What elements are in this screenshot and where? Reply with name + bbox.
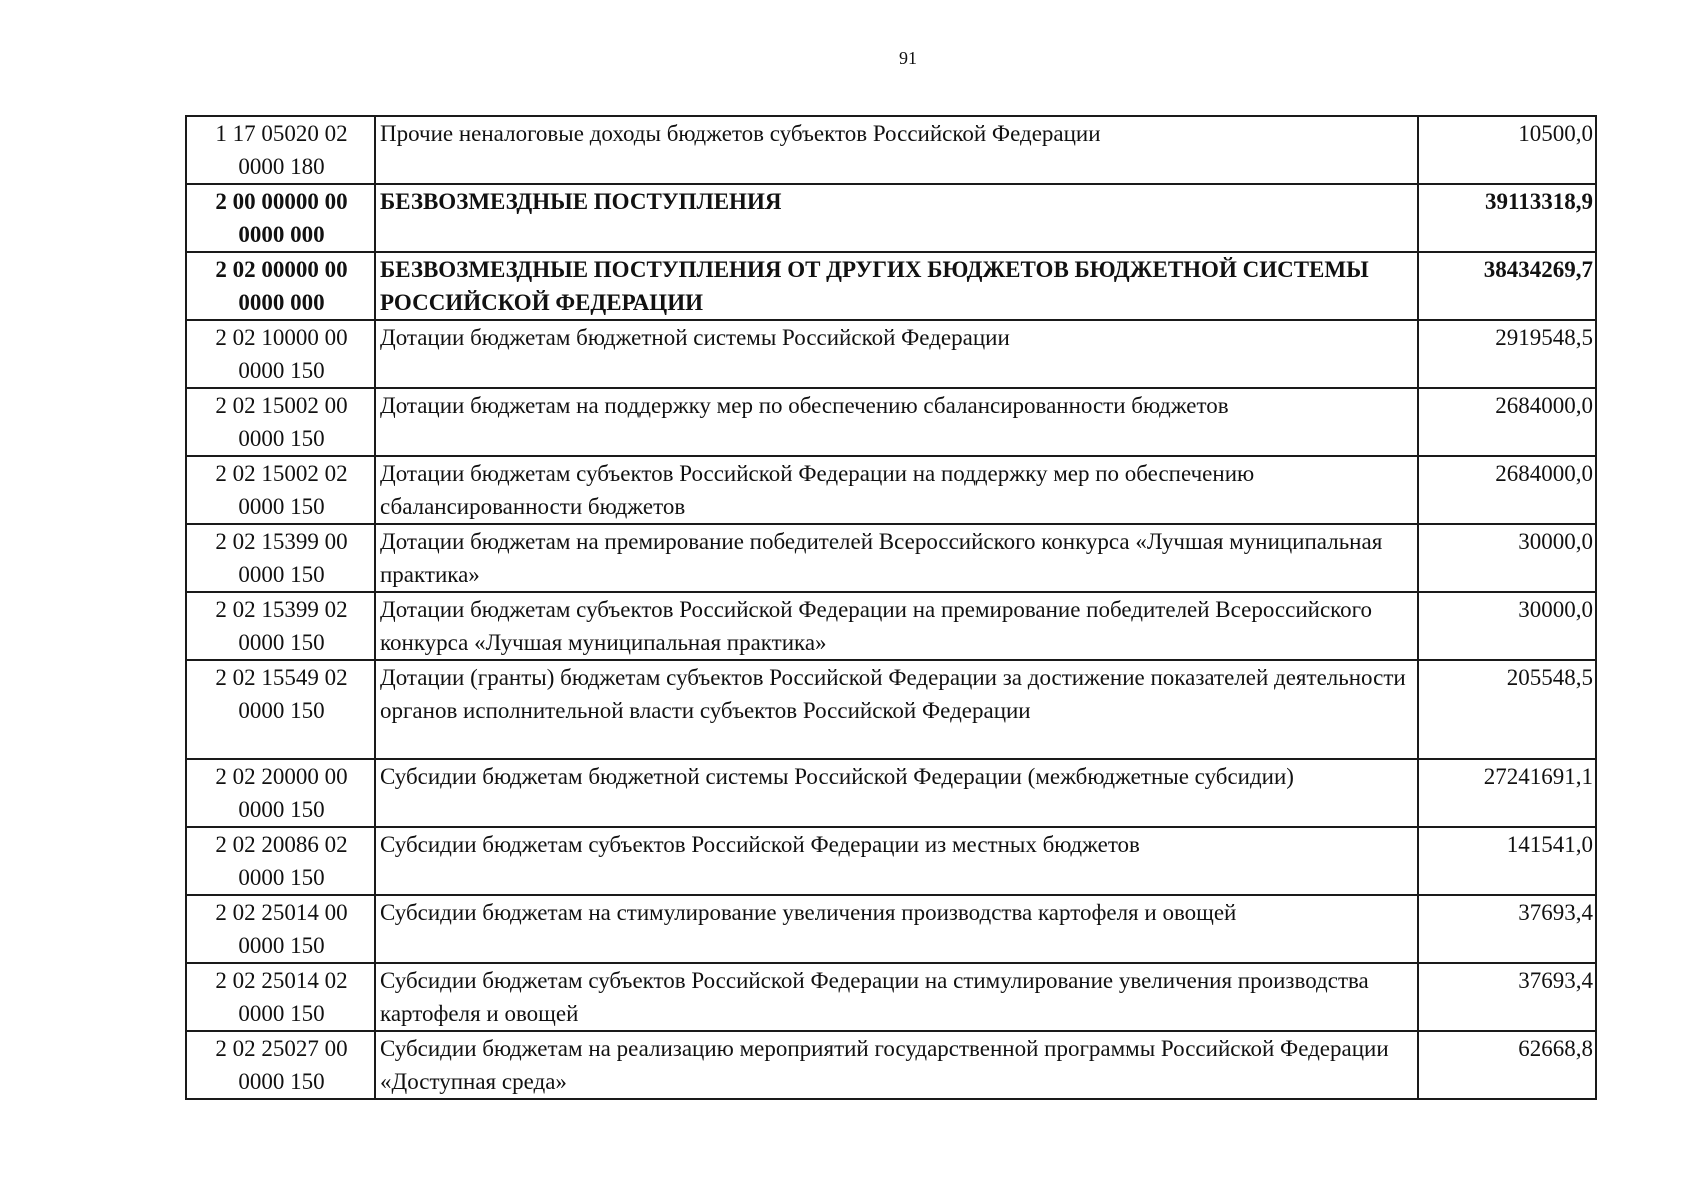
amount: 10500,0	[1418, 116, 1596, 184]
budget-code: 2 02 25027 00 0000 150	[186, 1031, 375, 1099]
revenue-description: Субсидии бюджетам субъектов Российской Федерации из местных бюджетов	[375, 827, 1418, 895]
budget-code: 2 00 00000 00 0000 000	[186, 184, 375, 252]
budget-code: 1 17 05020 02 0000 180	[186, 116, 375, 184]
revenue-description: Дотации (гранты) бюджетам субъектов Российской Федерации за достижение показателей деятельности органов исполнительной власти субъектов Российской Федерации	[375, 660, 1418, 759]
table-row-section-total	[186, 184, 1596, 252]
amount: 38434269,7	[1418, 252, 1596, 320]
table-row	[186, 456, 1596, 524]
budget-code: 2 02 15002 00 0000 150	[186, 388, 375, 456]
budget-code: 2 02 15399 00 0000 150	[186, 524, 375, 592]
revenue-description: Субсидии бюджетам на стимулирование увеличения производства картофеля и овощей	[375, 895, 1418, 963]
table-row	[186, 895, 1596, 963]
budget-revenue-table	[185, 115, 1597, 1100]
revenue-description: Дотации бюджетам на поддержку мер по обеспечению сбалансированности бюджетов	[375, 388, 1418, 456]
budget-code: 2 02 15399 02 0000 150	[186, 592, 375, 660]
table-row	[186, 388, 1596, 456]
revenue-description: БЕЗВОЗМЕЗДНЫЕ ПОСТУПЛЕНИЯ	[375, 184, 1418, 252]
budget-code: 2 02 00000 00 0000 000	[186, 252, 375, 320]
revenue-description: Прочие неналоговые доходы бюджетов субъектов Российской Федерации	[375, 116, 1418, 184]
amount: 205548,5	[1418, 660, 1596, 759]
page-number: 91	[899, 48, 917, 68]
amount: 30000,0	[1418, 592, 1596, 660]
revenue-description: БЕЗВОЗМЕЗДНЫЕ ПОСТУПЛЕНИЯ ОТ ДРУГИХ БЮДЖЕТОВ БЮДЖЕТНОЙ СИСТЕМЫ РОССИЙСКОЙ ФЕДЕРАЦИИ	[375, 252, 1418, 320]
budget-code: 2 02 20086 02 0000 150	[186, 827, 375, 895]
revenue-description: Дотации бюджетам субъектов Российской Федерации на премирование победителей Всероссийского конкурса «Лучшая муниципальная практика»	[375, 592, 1418, 660]
amount: 2684000,0	[1418, 456, 1596, 524]
budget-code: 2 02 15002 02 0000 150	[186, 456, 375, 524]
amount: 2684000,0	[1418, 388, 1596, 456]
revenue-description: Дотации бюджетам бюджетной системы Российской Федерации	[375, 320, 1418, 388]
table-row	[186, 759, 1596, 827]
table-row-section-total	[186, 252, 1596, 320]
revenue-description: Дотации бюджетам на премирование победителей Всероссийского конкурса «Лучшая муниципальная практика»	[375, 524, 1418, 592]
table-row	[186, 524, 1596, 592]
table-row	[186, 320, 1596, 388]
table-row	[186, 592, 1596, 660]
amount: 37693,4	[1418, 963, 1596, 1031]
table-row	[186, 1031, 1596, 1099]
table-row	[186, 660, 1596, 759]
amount: 27241691,1	[1418, 759, 1596, 827]
amount: 2919548,5	[1418, 320, 1596, 388]
budget-code: 2 02 25014 00 0000 150	[186, 895, 375, 963]
revenue-description: Субсидии бюджетам субъектов Российской Федерации на стимулирование увеличения производства картофеля и овощей	[375, 963, 1418, 1031]
amount: 141541,0	[1418, 827, 1596, 895]
budget-code: 2 02 10000 00 0000 150	[186, 320, 375, 388]
table-row	[186, 963, 1596, 1031]
revenue-description: Дотации бюджетам субъектов Российской Федерации на поддержку мер по обеспечению сбалансированности бюджетов	[375, 456, 1418, 524]
table-row	[186, 827, 1596, 895]
table-row	[186, 116, 1596, 184]
revenue-description: Субсидии бюджетам на реализацию мероприятий государственной программы Российской Федерации «Доступная среда»	[375, 1031, 1418, 1099]
budget-code: 2 02 15549 02 0000 150	[186, 660, 375, 759]
revenue-description: Субсидии бюджетам бюджетной системы Российской Федерации (межбюджетные субсидии)	[375, 759, 1418, 827]
budget-code: 2 02 20000 00 0000 150	[186, 759, 375, 827]
amount: 30000,0	[1418, 524, 1596, 592]
amount: 39113318,9	[1418, 184, 1596, 252]
amount: 62668,8	[1418, 1031, 1596, 1099]
budget-code: 2 02 25014 02 0000 150	[186, 963, 375, 1031]
amount: 37693,4	[1418, 895, 1596, 963]
